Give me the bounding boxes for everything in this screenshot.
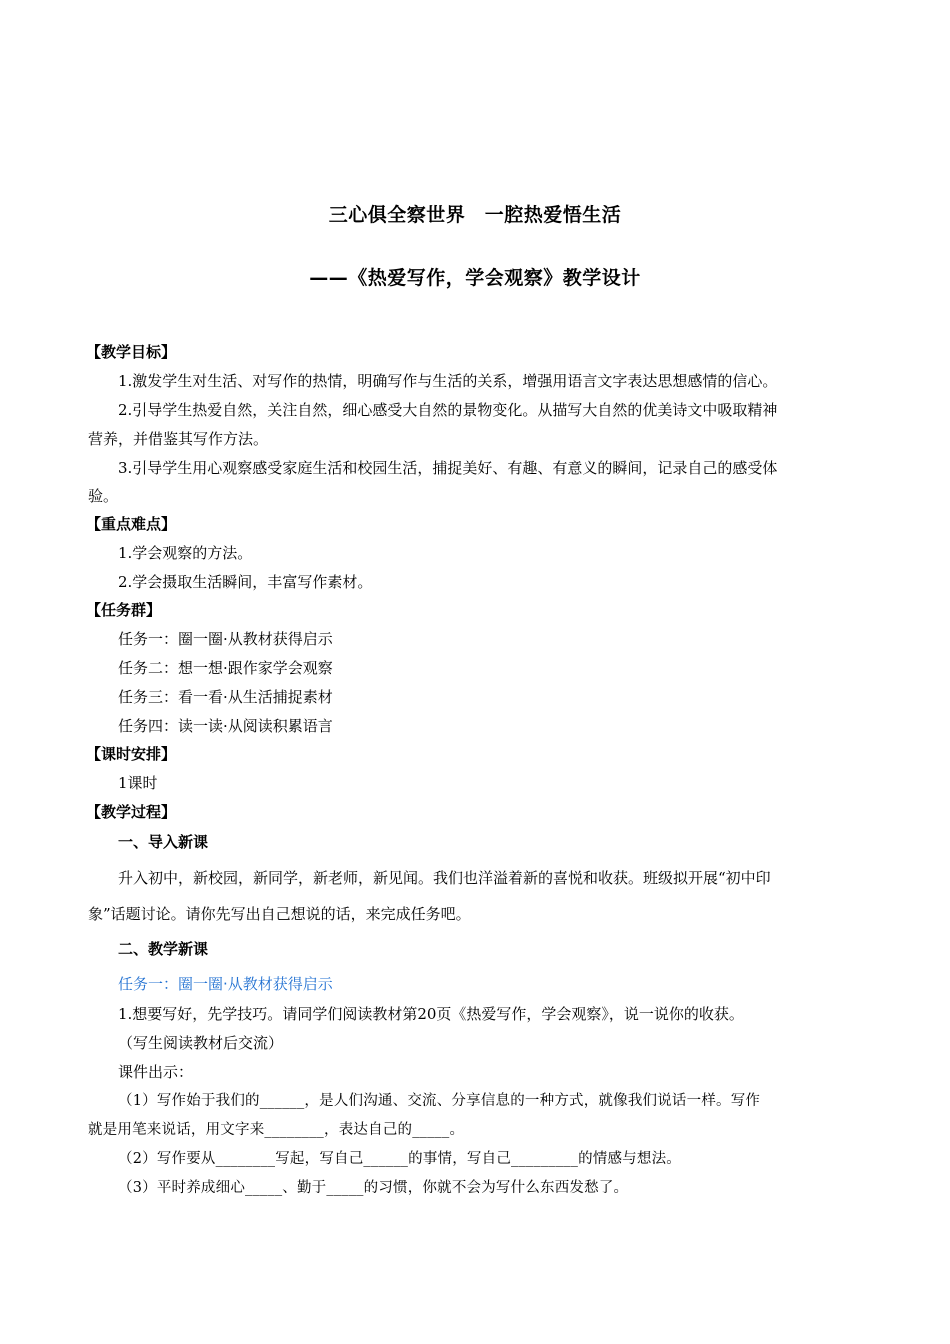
exercise-2: （2）写作要从________写起，写自己______的事情，写自己_________的情感与想法。 (118, 1151, 681, 1167)
document-subtitle: ——《热爱写作，学会观察》教学设计 (309, 267, 641, 289)
intro-heading: 一、导入新课 (118, 833, 209, 851)
exercise-3: （3）平时养成细心_____、勤于_____的习惯，你就不会为写什么东西发愁了。 (118, 1180, 629, 1196)
objective-3-line2: 验。 (88, 487, 119, 505)
exercise-1-line2: 就是用笔来说话，用文字来________，表达自己的_____。 (88, 1122, 465, 1138)
objective-2-line1: 2.引导学生热爱自然，关注自然，细心感受大自然的景物变化。从描写大自然的优美诗文中吸取精神 (118, 401, 778, 419)
objectives-heading: 【教学目标】 (86, 343, 177, 361)
schedule-heading: 【课时安排】 (86, 745, 177, 763)
task1-title: 任务一：圈一圈·从教材获得启示 (118, 975, 333, 993)
process-heading: 【教学过程】 (86, 803, 177, 821)
task-group-heading: 【任务群】 (86, 601, 162, 619)
exercise-1-line1: （1）写作始于我们的______，是人们沟通、交流、分享信息的一种方式，就像我们说话一样。写作 (118, 1093, 761, 1109)
task-group-item-1: 任务一：圈一圈·从教材获得启示 (118, 630, 333, 648)
task-group-item-4: 任务四：读一读·从阅读积累语言 (118, 717, 333, 735)
objective-1: 1.激发学生对生活、对写作的热情，明确写作与生活的关系，增强用语言文字表达思想感情的信心。 (118, 372, 778, 390)
document-title: 三心俱全察世界 一腔热爱悟生活 (328, 204, 622, 226)
intro-paragraph-line1: 升入初中，新校园，新同学，新老师，新见闻。我们也洋溢着新的喜悦和收获。班级拟开展“初中印 (118, 869, 771, 887)
step-1: 1.想要写好，先学技巧。请同学们阅读教材第20页《热爱写作，学会观察》，说一说你的收获。 (118, 1005, 744, 1023)
key-point-2: 2.学会摄取生活瞬间，丰富写作素材。 (118, 573, 373, 591)
courseware-label: 课件出示： (118, 1063, 194, 1081)
objective-3-line1: 3.引导学生用心观察感受家庭生活和校园生活，捕捉美好、有趣、有意义的瞬间，记录自己的感受体 (118, 459, 778, 477)
objective-2-line2: 营养，并借鉴其写作方法。 (88, 430, 269, 448)
key-points-heading: 【重点难点】 (86, 515, 177, 533)
intro-paragraph-line2: 象”话题讨论。请你先写出自己想说的话，来完成任务吧。 (88, 905, 471, 923)
task-group-item-3: 任务三：看一看·从生活捕捉素材 (118, 688, 333, 706)
schedule-value: 1课时 (118, 774, 158, 792)
key-point-1: 1.学会观察的方法。 (118, 544, 253, 562)
task-group-item-2: 任务二：想一想·跟作家学会观察 (118, 659, 333, 677)
new-lesson-heading: 二、教学新课 (118, 940, 209, 958)
step-1-note: （写生阅读教材后交流） (118, 1034, 284, 1052)
